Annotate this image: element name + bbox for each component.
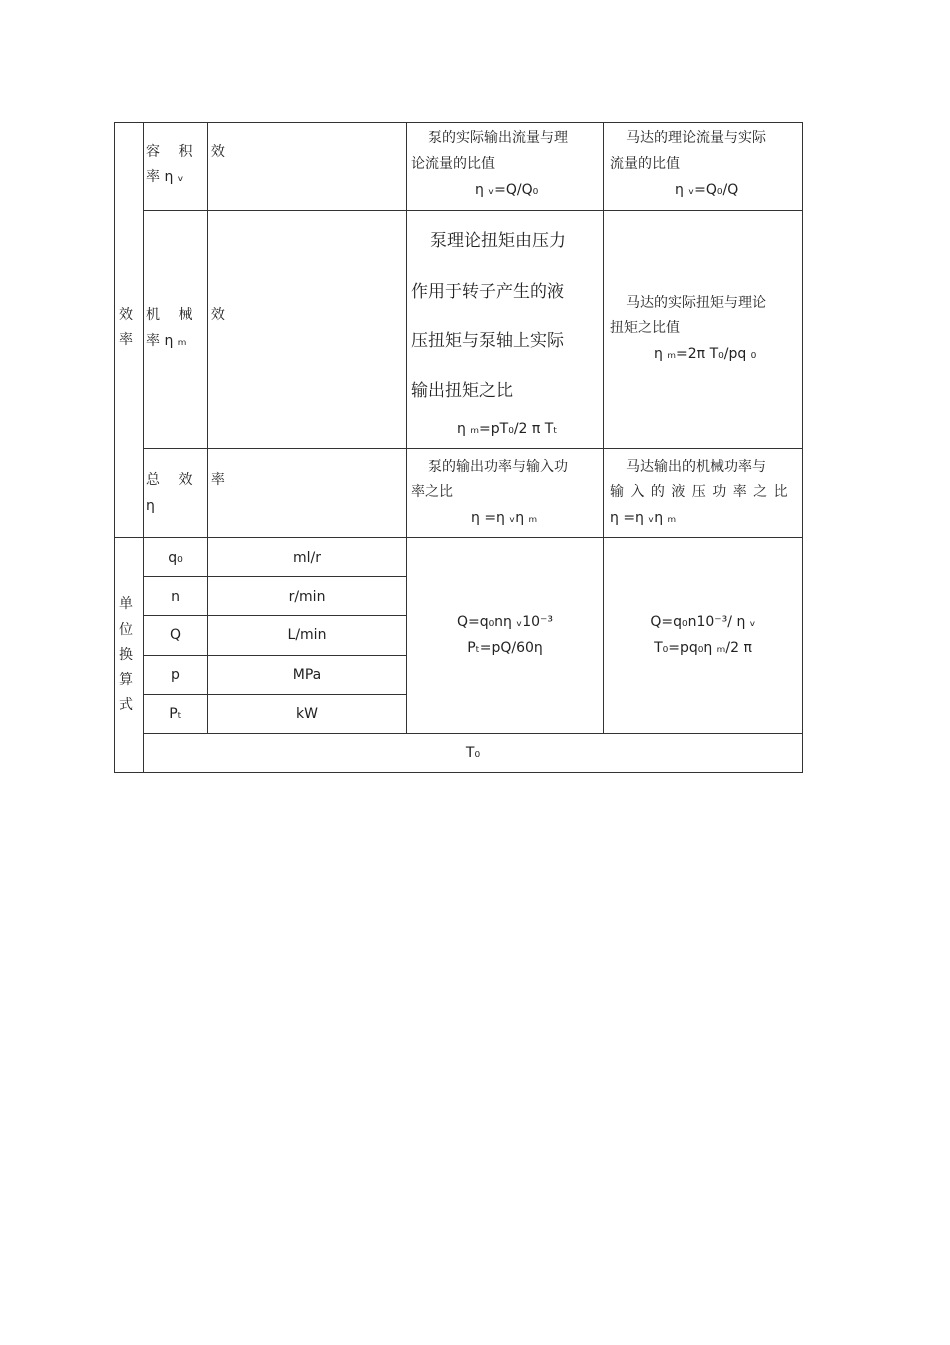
- total-eff-motor-desc: 马达输出的机械功率与: [626, 459, 766, 475]
- mech-eff-label: 机 械 效: [146, 307, 232, 323]
- bottom-row-text: T₀: [465, 745, 481, 761]
- table-border-top: [114, 122, 803, 123]
- vol-eff-label: 容 积 效: [146, 144, 232, 160]
- unit-symbol: p: [171, 667, 180, 683]
- vol-eff-pump-desc: 论流量的比值: [411, 156, 495, 172]
- total-eff-pump-desc: 率之比: [411, 484, 453, 500]
- unit-value: ml/r: [293, 550, 321, 566]
- unit-value: L/min: [287, 627, 327, 643]
- group-label-units-char: 单: [119, 596, 133, 612]
- mech-eff-pump-desc: 作用于转子产生的液: [411, 282, 564, 302]
- group-label-efficiency-char: 率: [119, 332, 133, 348]
- mech-eff-pump-desc: 泵理论扭矩由压力: [430, 231, 566, 251]
- motor-conversion-formula: T₀=pq₀η ₘ/2 π: [654, 640, 752, 656]
- pump-conversion-formula: Pₜ=pQ/60η: [467, 640, 543, 656]
- motor-conversion-formula: Q=q₀n10⁻³/ η ᵥ: [650, 614, 756, 630]
- unit-value: kW: [296, 706, 318, 722]
- total-eff-label: η: [146, 498, 155, 514]
- mech-eff-motor-desc: 扭矩之比值: [610, 320, 680, 336]
- row-divider: [143, 733, 803, 734]
- group-label-units-char: 式: [119, 697, 133, 713]
- vol-eff-pump-desc: 泵的实际输出流量与理: [428, 130, 568, 146]
- total-eff-motor-formula: η =η ᵥη ₘ: [610, 510, 677, 526]
- group-label-units-char: 算: [119, 672, 133, 688]
- group-label-units-char: 位: [119, 622, 133, 638]
- group-label-efficiency-char: 效: [119, 307, 133, 323]
- vol-eff-motor-desc: 流量的比值: [610, 156, 680, 172]
- unit-value: r/min: [288, 589, 326, 605]
- row-divider: [143, 448, 803, 449]
- vol-eff-label: 率 η ᵥ: [146, 169, 184, 185]
- mech-eff-motor-desc: 马达的实际扭矩与理论: [626, 295, 766, 311]
- row-divider: [143, 694, 406, 695]
- table-border-right: [802, 122, 803, 773]
- unit-symbol: Pₜ: [169, 706, 182, 722]
- total-eff-label: 总 效 率: [146, 472, 232, 488]
- vol-eff-motor-desc: 马达的理论流量与实际: [626, 130, 766, 146]
- group-label-units-char: 换: [119, 647, 133, 663]
- pump-conversion-formula: Q=q₀nη ᵥ10⁻³: [456, 614, 554, 630]
- mech-eff-motor-formula: η ₘ=2π T₀/pq ₀: [654, 346, 757, 362]
- row-divider: [143, 615, 406, 616]
- total-eff-pump-desc: 泵的输出功率与输入功: [428, 459, 568, 475]
- unit-value: MPa: [292, 667, 322, 683]
- mech-eff-pump-desc: 输出扭矩之比: [411, 381, 513, 401]
- table-border-bottom: [114, 772, 803, 773]
- total-eff-pump-formula: η =η ᵥη ₘ: [471, 510, 538, 526]
- vol-eff-motor-formula: η ᵥ=Q₀/Q: [675, 182, 739, 198]
- row-divider: [143, 210, 803, 211]
- unit-symbol: q₀: [168, 550, 183, 566]
- row-divider: [143, 576, 406, 577]
- mech-eff-label: 率 η ₘ: [146, 333, 187, 349]
- unit-symbol: n: [171, 589, 180, 605]
- unit-symbol: Q: [169, 627, 182, 643]
- vol-eff-pump-formula: η ᵥ=Q/Q₀: [475, 182, 539, 198]
- row-divider: [114, 537, 803, 538]
- total-eff-motor-desc: 输 入 的 液 压 功 率 之 比: [610, 484, 789, 500]
- mech-eff-pump-desc: 压扭矩与泵轴上实际: [411, 331, 564, 351]
- mech-eff-pump-formula: η ₘ=pT₀/2 π Tₜ: [457, 421, 558, 437]
- row-divider: [143, 655, 406, 656]
- table-border-left: [114, 122, 115, 773]
